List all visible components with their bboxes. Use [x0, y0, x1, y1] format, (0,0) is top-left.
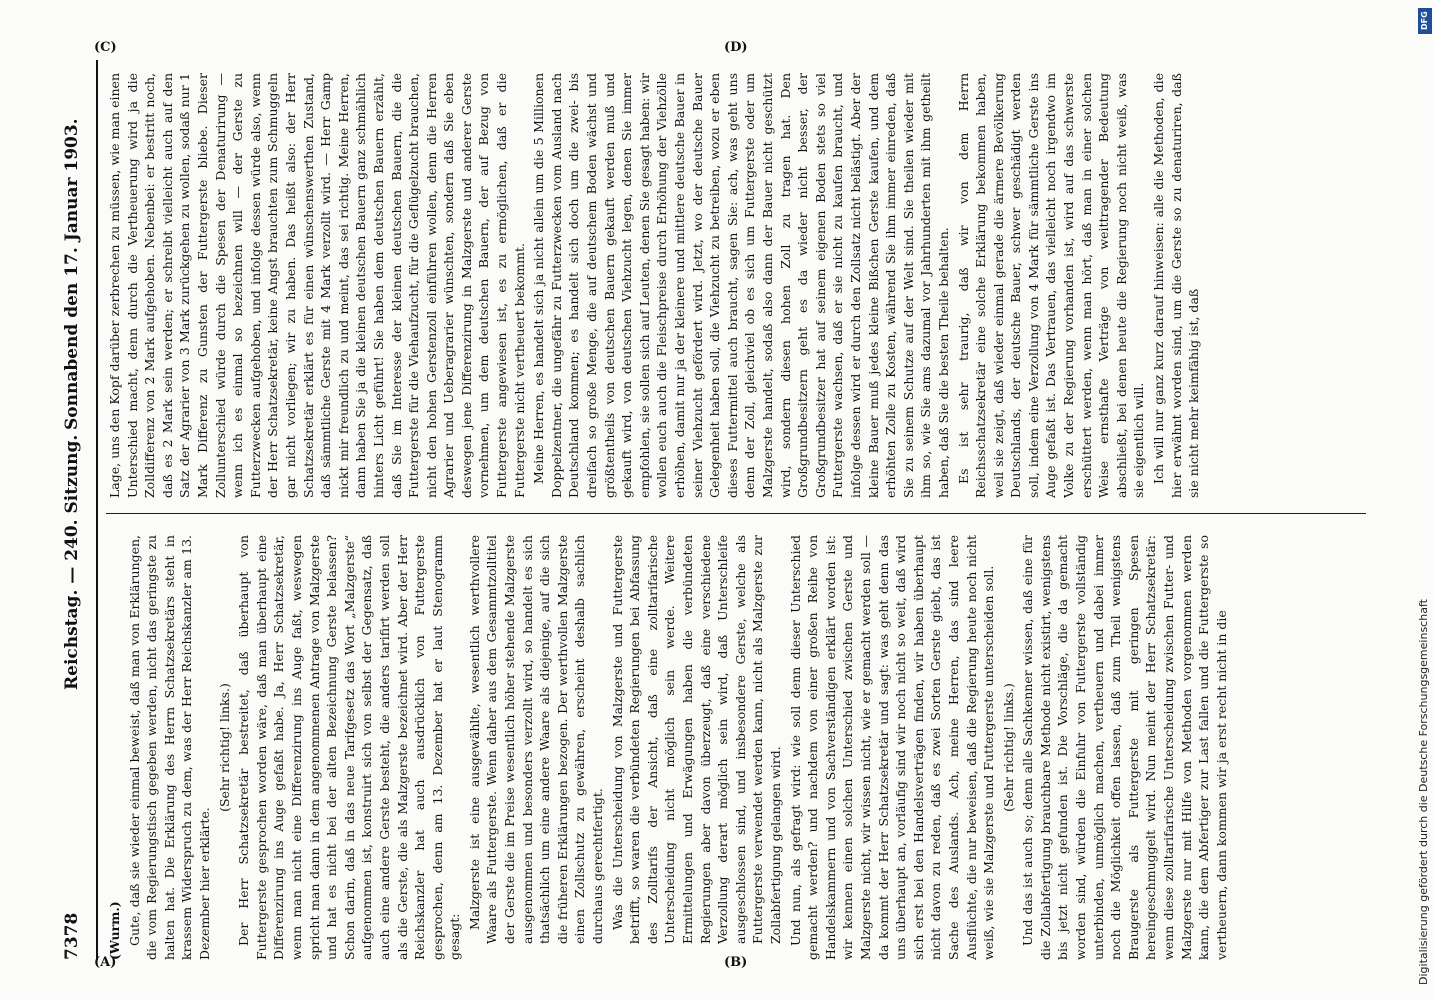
left-column	[106, 535, 1376, 960]
paragraph: Ich will nur ganz kurz darauf hinweisen: alle die Methoden, die hier erwähnt worden sind, um die Gerste so zu denaturiren, daß sie nicht mehr keimfähig ist, daß	[1151, 73, 1202, 498]
paragraph: Gute, daß sie wieder einmal beweist, daß man von Erklärungen, die vom Regierungstisch gegeben werden, nicht das geringste zu halten hat. Die Erklärung des Herrn Schatzsekretärs steht in krassem Widerspruch zu dem, was der Herr Reichskanzler am 13. Dezember hier erklärte.	[126, 535, 212, 960]
quotation: Malzgerste ist eine ausgewählte, wesentlich werthvollere Waare als Futtergerste. Wenn daher aus dem Gesammtzolltitel der Gerste die im Preise wesentlich höher stehende Malzgerste ausgenommen und besonders verzollt wird, so handelt es sich thatsächlich um eine andere Waare als diejenige, auf die sich die früheren Erklärungen bezogen. Der werthvollen Malzgerste einen Zollschutz zu gewähren, erscheint deshalb sachlich durchaus gerechtfertigt.	[466, 535, 606, 944]
dfg-logo: DFG	[1418, 8, 1432, 34]
interjection: (Sehr richtig! links.)	[216, 683, 232, 812]
margin-marker-d: (D)	[724, 40, 748, 55]
margin-marker-c: (C)	[94, 40, 117, 55]
margin-marker-b: (B)	[724, 955, 748, 970]
right-column	[106, 73, 1376, 498]
interjection: (Sehr richtig! links.)	[1000, 683, 1016, 812]
section-title: Reichstag. — 240. Sitzung.	[62, 434, 82, 690]
page-number: 7378	[62, 912, 82, 960]
paragraph: Und das ist auch so; denn alle Sachkenner wissen, daß eine für die Zollabfertigung brauchbare Methode nicht existirt, wenigstens bis jetzt nicht gefunden ist. Die Vorschläge, die da gemacht worden sind, würden die Einfuhr von Futtergerste vollständig unterbinden, unmöglich machen, vertheuern und dabei immer noch die Möglichkeit offen lassen, daß zum Theil wenigstens Braugerste als Futtergerste mit geringen Spesen hereingeschmuggelt wird. Nun meint der Herr Schatzsekretär: wenn diese zolltarifarische Unterscheidung zwischen Futter- und Malzgerste nur mit Hilfe von Methoden vorgenommen werden kann, die dem Abfertiger zur Last fallen und die Futtergerste so vertheuern, dann kommen wir ja erst recht nicht in die	[1020, 535, 1229, 960]
header-rule	[96, 60, 98, 960]
paragraph: Es ist sehr traurig, daß wir von dem Herrn Reichsschatzsekretär eine solche Erklärung bekommen haben, weil sie zeigt, daß wieder einmal gerade die ärmere Bevölkerung Deutschlands, der deutsche Bauer, schwer geschädigt werden soll, indem eine Verzollung von 4 Mark für sämmtliche Gerste ins Auge gefaßt ist. Das Vertrauen, das vielleicht noch irgendwo im Volke zu der Regierung vorhanden ist, wird auf das schwerste erschüttert werden, wenn man hört, daß man in einer solchen Weise ernsthafte Verträge von weittragender Bedeutung abschließt, bei denen heute die Regierung noch nicht weiß, was sie eigentlich will.	[955, 73, 1147, 498]
paragraph: Der Herr Schatzsekretär bestreitet, daß überhaupt von Futtergerste gesprochen worden wäre, daß man überhaupt eine Differenzirung ins Auge gefaßt habe. Ja, Herr Schatzsekretär, wenn man nicht eine Differenzirung ins Auge faßt, weswegen spricht man dann in dem angenommenen Antrage von Malzgerste und hat es nicht bei der alten Bezeichnung Gerste belassen? Schon darin, daß in das neue Tarifgesetz das Wort „Malzgerste“ aufgenommen ist, konstruirt sich von selbst der Gegensatz, daß auch eine andere Gerste besteht, die anders tarifirt werden soll als die Gerste, die als Malzgerste bezeichnet wird. Aber der Herr Reichskanzler hat auch ausdrücklich von Futtergerste gesprochen, denn am 13. Dezember hat er laut Stenogramm gesagt:	[236, 535, 463, 960]
paragraph: Lage, uns den Kopf darüber zerbrechen zu müssen, wie man einen Unterschied macht, denn durch die Vertheuerung wird ja die Zolldifferenz von 2 Mark aufgehoben. Nebenbei: er bestritt noch, daß es 2 Mark sein werden; er schreibt vielleicht auch auf den Satz der Agrarier von 3 Mark zurückgehen zu wollen, sodaß nur 1 Mark Differenz zu Gunsten der Futtergerste bliebe. Dieser Zollunterschied würde durch die Spesen der Denaturirung — wenn ich es einmal so bezeichnen will — der Gerste zu Futterzwecken aufgehoben, und infolge dessen würde also, wenn der Herr Schatzsekretär, keine Angst brauchten zum Schmuggeln gar nicht vorliegen; wir zu haben. Das heißt also: der Herr Schatzsekretär erklärt es für einen wünschenswerthen Zustand, daß sämmtliche Gerste mit 4 Mark verzollt wird. — Herr Gamp nickt mir freundlich zu und meint, das sei richtig. Meine Herren, dann haben Sie ja die kleinen deutschen Bauern ganz schmählich hinters Licht geführt! Sie haben dem deutschen Bauern erzählt, daß Sie im Interesse der kleinen deutschen Bauern, die die Futtergerste für die Viehaufzucht, für die Geflügelzucht brauchen, nicht den hohen Gerstenzoll einführen wollen, denn die Herren Agrarier und Ueberagrarier wünschten, sondern daß Sie eben deswegen jene Differenzirung in Malzgerste und anderer Gerste vornehmen, um dem deutschen Bauern, der auf Bezug von Futtergerste angewiesen ist, es zu ermöglichen, daß er die Futtergerste nicht vertheuert bekommt.	[107, 73, 527, 498]
quotation: Was die Unterscheidung von Malzgerste und Futtergerste betrifft, so waren die verbündeten Regierungen bei Abfassung des Zolltarifs der Ansicht, daß eine zolltarifarische Unterscheidung nicht möglich sein werde. Weitere Ermittelungen und Erwägungen haben die verbündeten Regierungen aber davon überzeugt, daß eine verschiedene Verzollung derart möglich sein wird, daß Unterschleife ausgeschlossen sind, und insbesondere Gerste, welche als Futtergerste verwendet werden kann, nicht als Malzgerste zur Zollabfertigung gelangen wird.	[609, 535, 783, 944]
date-heading: Sonnabend den 17. Januar 1903.	[62, 118, 82, 430]
column-divider	[106, 513, 1366, 514]
margin-marker-a: (A)	[94, 955, 117, 970]
speaker-label: (Wurm.)	[107, 901, 122, 960]
paragraph: Meine Herren, es handelt sich ja nicht allein um die 5 Millionen Doppelzentner, die ungefähr zu Futterzwecken vom Ausland nach Deutschland kommen; es handelt sich doch um die zwei- bis dreifach so große Menge, die auf deutschem Boden wächst und größtentheils von deutschen Bauern gekauft werden muß und gekauft wird, von deutschen Viehzucht legen, denen Sie immer empfohlen, sie sollen sich auf Leuten, denen Sie gesagt haben: wir wollen euch auch die Fleischpreise durch Erhöhung der Viehzölle erhöhen, damit nur ja der kleinere und mittlere deutsche Bauer in seiner Viehzucht gefördert wird. Jetzt, wo der deutsche Bauer Gelegenheit haben soll, die Viehzucht zu betreiben, wozu er eben dieses Futtermittel auch braucht, sagen Sie: ach, was geht uns denn der Zoll, gleichviel ob es sich um Futtergerste oder um Malzgerste handelt, sodaß also dann der Bauer nicht geschützt wird, sondern diesen hohen Zoll zu tragen hat. Den Großgrundbesitzern geht es da wieder nicht besser, der Großgrundbesitzer hat auf seinem eigenen Boden stets so viel Futtergerste wachsen, daß er sie nicht zu kaufen braucht, und infolge dessen wird er durch den Zollsatz nicht belästigt. Aber der kleine Bauer muß jedes kleine Bißchen Gerste kaufen, und dem erhöhten Zolle zu Kosten, während Sie ihm immer einreden, daß Sie zu seinem Schutze auf der Welt sind. Sie theilen wieder mit ihm so, wie Sie ams dazumal vor Jahrhunderten mit ihm getheilt haben, daß Sie die besten Theile behalten.	[531, 73, 951, 498]
page-header	[58, 60, 94, 960]
paragraph: Und nun, als gefragt wird: wie soll denn dieser Unterschied gemacht werden? und nachdem von einer großen Reihe von Handelskammern und von Sachverständigen erklärt worden ist: wir kennen einen solchen Unterschied zwischen Gerste und Malzgerste nicht, wir wissen nicht, wie er gemacht werden soll — da kommt der Herr Schatzsekretär und sagt: was geht denn das uns überhaupt an, vorläufig sind wir noch nicht so weit, daß wird sich erst bei den Handelsverträgen finden, wir haben überhaupt nicht davon zu reden, daß es zwei Sorten Gerste giebt, das ist Sache des Auslands. Ach, meine Herren, das sind leere Ausflüchte, die nur beweisen, daß die Regierung heute noch nicht weiß, wie sie Malzgerste und Futtergerste unterscheiden soll.	[787, 535, 997, 960]
rotated-content	[58, 60, 1388, 960]
digitization-credit: Digitalisierung gefördert durch die Deutsche Forschungsgemeinschaft	[1417, 599, 1430, 985]
